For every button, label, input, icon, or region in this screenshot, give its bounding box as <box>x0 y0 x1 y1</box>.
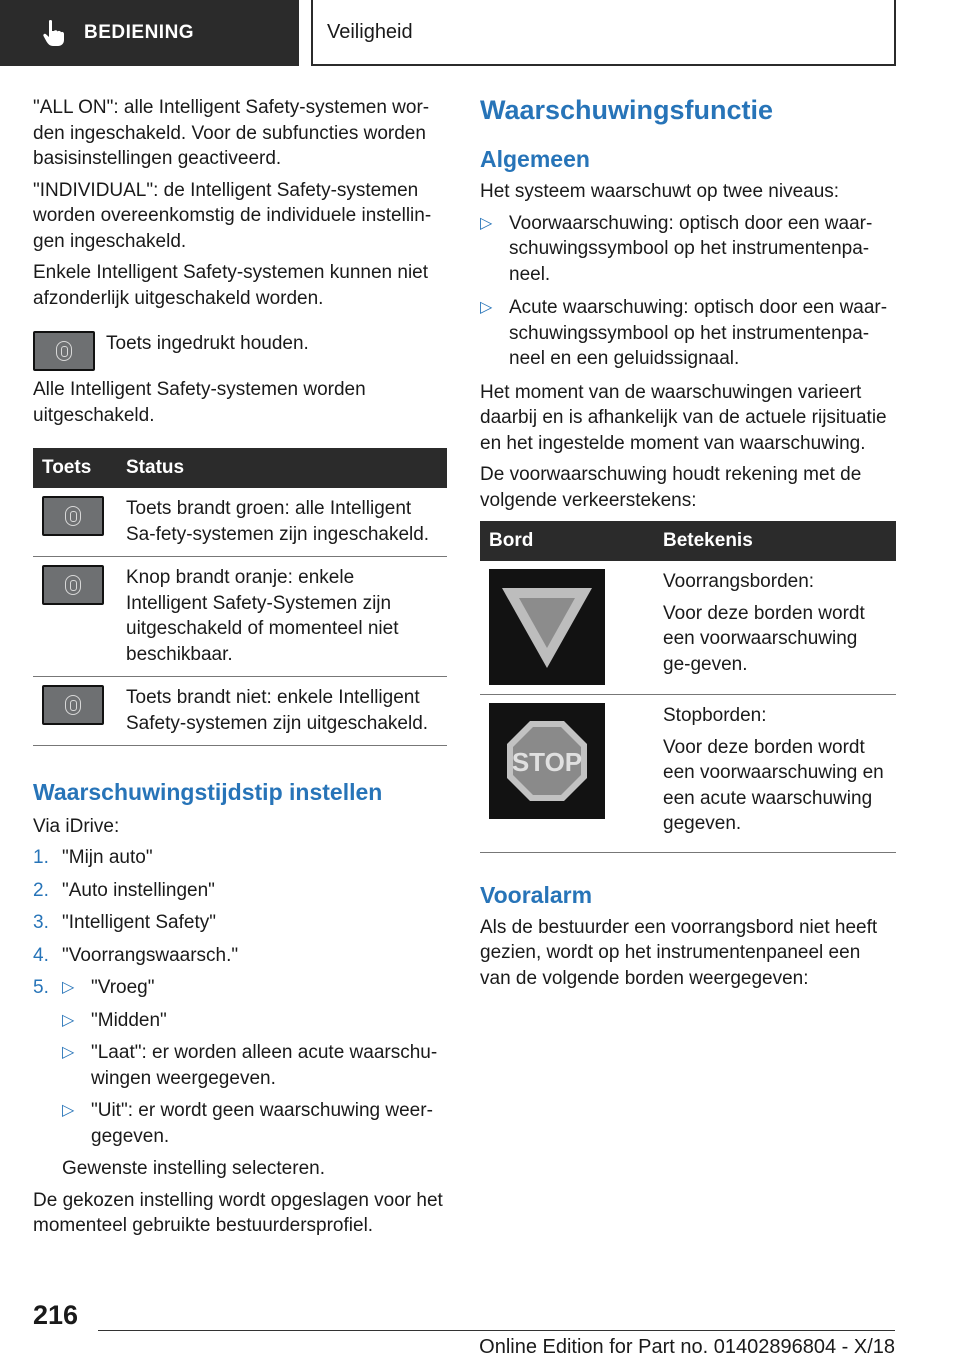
status-table <box>33 448 447 746</box>
section-label: BEDIENING <box>84 22 195 43</box>
paragraph-enkele: Enkele Intelligent Safety-systemen kunnen niet afzonderlijk uitgeschakeld worden. <box>33 262 429 309</box>
right-column <box>480 95 896 997</box>
triangle-bullet-icon: ▷ <box>480 214 493 232</box>
subsection-tab <box>311 0 896 66</box>
intro-paragraph: Het systeem waarschuwt op twee niveaus: <box>480 181 840 202</box>
sign-title: Voorrangsborden: <box>663 571 815 592</box>
list-item: 4. "Voorrangswaarsch." <box>33 944 239 966</box>
intelligent-safety-button-icon <box>42 565 104 605</box>
paragraph-signs: De voorwaarschuwing houdt rekening met de volgende verkeerstekens: <box>480 464 862 511</box>
stop-sign-text: STOP <box>511 747 583 777</box>
button-note-line1: Toets ingedrukt houden. <box>106 333 309 354</box>
section-title-pre-alarm: Vooralarm <box>480 881 593 908</box>
list-item: ▷ Voorwaarschuwing: optisch door een waar-schuwingssymbool op het instrumentenpa-neel. <box>480 211 896 288</box>
table-row <box>33 488 447 557</box>
pointing-hand-icon <box>42 19 66 47</box>
sign-title: Stopborden: <box>663 705 767 726</box>
select-note: Gewenste instelling selecteren. <box>62 1158 325 1179</box>
table-row <box>480 695 896 853</box>
list-item: ▷ Acute waarschuwing: optisch door een waar-schuwingssymbool op het instrumentenpa-neel en een geluidssignaal. <box>480 295 896 372</box>
left-column <box>33 95 447 1245</box>
triangle-bullet-icon: ▷ <box>62 1044 75 1061</box>
paragraph-individual: "INDIVIDUAL": de Intelligent Safety-systemen worden overeenkomstig de individuele instellin-gen ingeschakeld. <box>33 179 432 252</box>
table-header-status: Status <box>117 448 447 488</box>
table-row <box>33 677 447 746</box>
footer-divider <box>98 1330 895 1331</box>
triangle-bullet-icon: ▷ <box>62 979 75 996</box>
yield-sign-icon <box>489 569 605 685</box>
subsection-label: Veiligheid <box>327 20 413 43</box>
list-item: ▷ "Uit": er wordt geen waarschuwing weer-gegeven. <box>62 1098 447 1149</box>
list-item: 1. "Mijn auto" <box>33 847 153 868</box>
table-row <box>480 561 896 695</box>
table-header-bord: Bord <box>480 521 654 561</box>
stop-sign-icon <box>489 703 605 819</box>
table-header-betekenis: Betekenis <box>654 521 896 561</box>
paragraph-all-on: "ALL ON": alle Intelligent Safety-systemen wor-den ingeschakeld. Voor de subfuncties worden basisinstellingen geactiveerd. <box>33 97 430 169</box>
intelligent-safety-button-icon <box>42 496 104 536</box>
list-item: 5. ▷ "Vroeg" <box>33 975 447 1001</box>
sign-description: Voor deze borden wordt een voorwaarschuwing ge-geven. <box>663 602 865 675</box>
sign-table <box>480 521 896 853</box>
status-text: Toets brandt groen: alle Intelligent Sa-fety-systemen zijn ingeschakeld. <box>117 488 447 557</box>
button-note <box>33 331 447 371</box>
steps-list <box>33 845 447 1149</box>
section-tab[interactable] <box>0 0 299 66</box>
table-row <box>33 557 447 677</box>
list-item: 2. "Auto instellingen" <box>33 879 215 901</box>
intelligent-safety-button-icon <box>33 331 95 371</box>
status-text: Toets brandt niet: enkele Intelligent Safety-systemen zijn uitgeschakeld. <box>117 677 447 746</box>
paragraph-moment: Het moment van de waarschuwingen varieert daarbij en is afhankelijk van de actuele rijsituatie en het ingestelde moment van waarschuwing. <box>480 381 887 454</box>
section-title-warning-time: Waarschuwingstijdstip instellen <box>33 779 383 805</box>
via-idrive: Via iDrive: <box>33 815 120 837</box>
triangle-bullet-icon: ▷ <box>62 1011 75 1029</box>
button-note-line2: Alle Intelligent Safety-systemen worden uitgeschakeld. <box>33 379 366 426</box>
status-text: Knop brandt oranje: enkele Intelligent Safety-Systemen zijn uitgeschakeld of momenteel niet beschikbaar. <box>117 557 447 677</box>
page-number: 216 <box>33 1300 79 1330</box>
section-title-warning-function: Waarschuwingsfunctie <box>480 95 774 125</box>
subtitle-general: Algemeen <box>480 146 590 172</box>
closing-paragraph: De gekozen instelling wordt opgeslagen voor het momenteel gebruikte bestuurdersprofiel. <box>33 1189 443 1236</box>
triangle-bullet-icon: ▷ <box>480 299 493 316</box>
triangle-bullet-icon: ▷ <box>62 1102 75 1119</box>
list-item: ▷ "Midden" <box>62 1008 447 1034</box>
table-header-toets: Toets <box>33 448 117 488</box>
list-item: 3. "Intelligent Safety" <box>33 912 216 933</box>
intelligent-safety-button-icon <box>42 685 104 725</box>
list-item: ▷ "Laat": er worden alleen acute waarschu-wingen weergegeven. <box>62 1040 447 1091</box>
footer-edition: Online Edition for Part no. 01402896804 - X/18 <box>479 1336 895 1358</box>
sign-description: Voor deze borden wordt een voorwaarschuwing en een acute waarschuwing gegeven. <box>663 736 884 834</box>
paragraph-pre-alarm: Als de bestuurder een voorrangsbord niet heeft gezien, wordt op het instrumentenpaneel een van de volgende borden weergegeven: <box>480 916 878 989</box>
